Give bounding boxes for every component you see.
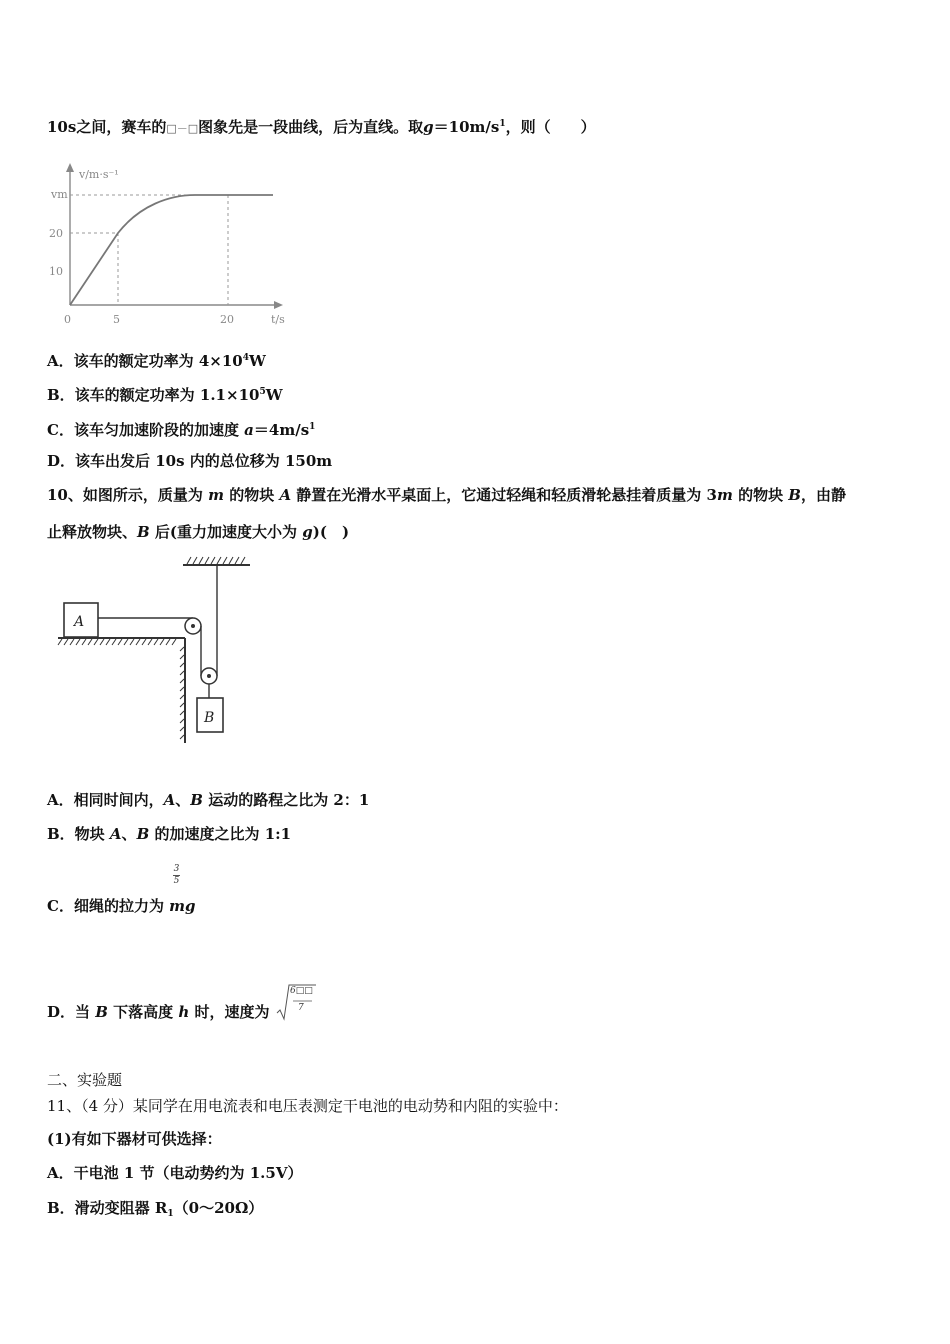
q10-option-d: D．当 B 下落高度 h 时，速度为 bbox=[47, 1003, 270, 1021]
q9-option-a: A．该车的额定功率为 $4\times 10^4W$ bbox=[47, 352, 266, 370]
q9-option-b: B．该车的额定功率为 $1.1\times 10^5W$ bbox=[47, 386, 283, 404]
q10-stem-line2: 止释放物块、B 后(重力加速度大小为 g)( ) bbox=[47, 523, 350, 541]
q11-option-a: A．干电池 1 节（电动势约为 1.5V） bbox=[47, 1164, 303, 1182]
q11-option-b: B．滑动变阻器 $R_1(0\sim 20\Omega)$ bbox=[47, 1199, 264, 1219]
q9-option-d: D．该车出发后 10s 内的总位移为 150m bbox=[47, 452, 333, 470]
q10-stem-line1: 10、如图所示，质量为 m 的物块 A 静置在光滑水平桌面上，它通过轻绳和轻质滑轮悬挂着质量为 3m 的物块 B，由静 bbox=[47, 486, 846, 504]
sqrt-numerator: 6□□ bbox=[290, 986, 313, 996]
q10-option-c: C．细绳的拉力为 mg bbox=[47, 897, 196, 915]
placeholder-glyph: □－□ bbox=[166, 122, 199, 135]
q11-sub1: (1)有如下器材可供选择： bbox=[47, 1130, 222, 1148]
sqrt-denominator: 7 bbox=[298, 1003, 304, 1013]
q9-intro: 10s之间，赛车的□－□图象先是一段曲线，后为直线。取$g=10m/s^1$，则（ ） bbox=[47, 118, 596, 136]
fraction-three-fifths: 3 5 bbox=[173, 864, 180, 886]
x-axis-arrow bbox=[274, 301, 283, 309]
q11-stem: 11、（4 分）某同学在用电流表和电压表测定干电池的电动势和内阻的实验中： bbox=[47, 1097, 568, 1115]
q9-option-c: C．该车匀加速阶段的加速度 $a=4m/s^1$ bbox=[47, 421, 316, 439]
y-axis-arrow bbox=[66, 163, 74, 172]
block-a-label: A bbox=[74, 614, 85, 630]
q10-option-a: A．相同时间内，A、B 运动的路程之比为 2：1 bbox=[47, 791, 370, 809]
x-tick-5: 5 bbox=[113, 313, 120, 326]
section-heading: 二、实验题 bbox=[47, 1071, 123, 1089]
x-tick-20: 20 bbox=[220, 313, 234, 326]
y-tick-20: 20 bbox=[49, 227, 63, 240]
q10-option-b: B．物块 A、B 的加速度之比为 1:1 bbox=[47, 825, 292, 843]
x-tick-0: 0 bbox=[64, 313, 71, 326]
y-axis-label: v/m·s⁻¹ bbox=[79, 168, 119, 181]
block-b-label: B bbox=[204, 710, 215, 726]
velocity-curve bbox=[70, 195, 273, 305]
pulley-diagram bbox=[50, 555, 270, 750]
y-tick-10: 10 bbox=[49, 265, 63, 278]
vm-label: vm bbox=[51, 188, 68, 201]
x-axis-label: t/s bbox=[271, 313, 285, 326]
velocity-time-graph bbox=[45, 160, 295, 330]
